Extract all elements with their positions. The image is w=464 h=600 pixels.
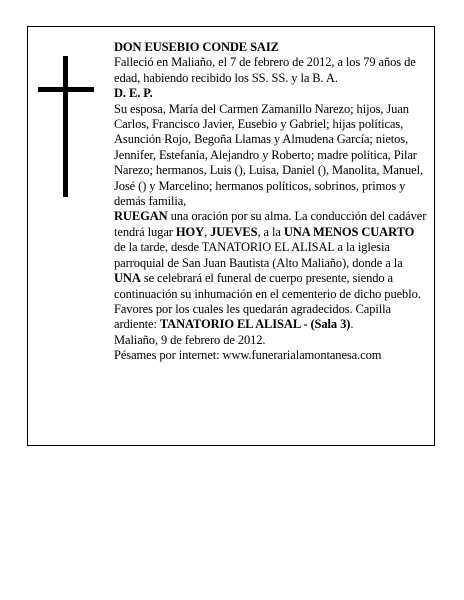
place-date: Maliaño, 9 de febrero de 2012.	[114, 332, 266, 347]
deceased-name: DON EUSEBIO CONDE SAIZ	[114, 40, 279, 54]
chapel-name: TANATORIO EL ALISAL - (Sala 3)	[159, 317, 351, 332]
cross-icon-bar	[38, 87, 94, 92]
condolences-line: Pésames por internet: www.funerarialamontanesa.com	[114, 348, 382, 363]
death-sentence: Falleció en Maliaño, el 7 de febrero de 2012, a los 79 años de edad, habiendo recibido los SS. SS. y la B. A.	[114, 55, 416, 85]
cross-icon	[63, 56, 68, 197]
ruegan-word: RUEGAN	[114, 209, 168, 224]
day-jueves: JUEVES	[210, 224, 258, 239]
obituary-text	[114, 40, 428, 364]
funeral-request: RUEGAN una oración por su alma. La conducción del cadáver tendrá lugar HOY, JUEVES, a la UNA MENOS CUARTO de la tarde, desde TANATORIO EL ALISAL a la iglesia parroquial de San Juan Bautista (Alto Maliaño), donde a la UNA se celebrará el funeral de cuerpo presente, siendo a continuación su inhumación en el cementerio de dicho pueblo. Favores por los cuales les quedarán agradecidos. Capilla ardiente: TANATORIO EL ALISAL - (Sala 3).	[114, 209, 427, 332]
rip-heading: D. E. P.	[114, 86, 153, 101]
family-list: Su esposa, María del Carmen Zamanillo Narezo; hijos, Juan Carlos, Francisco Javier, Eusebio y Gabriel; hijas políticas, Asunción Rojo, Begoña Llamas y Almudena García; nietos, Jennifer, Estefanía, Alejandro y Roberto; madre política, Pilar Narezo; hermanos, Luis (), Luisa, Daniel (), Manolita, Manuel, José () y Marcelino; hermanos políticos, sobrinos, primos y demás familia,	[114, 101, 423, 209]
time-text: UNA MENOS CUARTO	[283, 224, 415, 239]
funeral-time: UNA	[114, 271, 141, 286]
day-hoy: HOY	[175, 224, 205, 239]
